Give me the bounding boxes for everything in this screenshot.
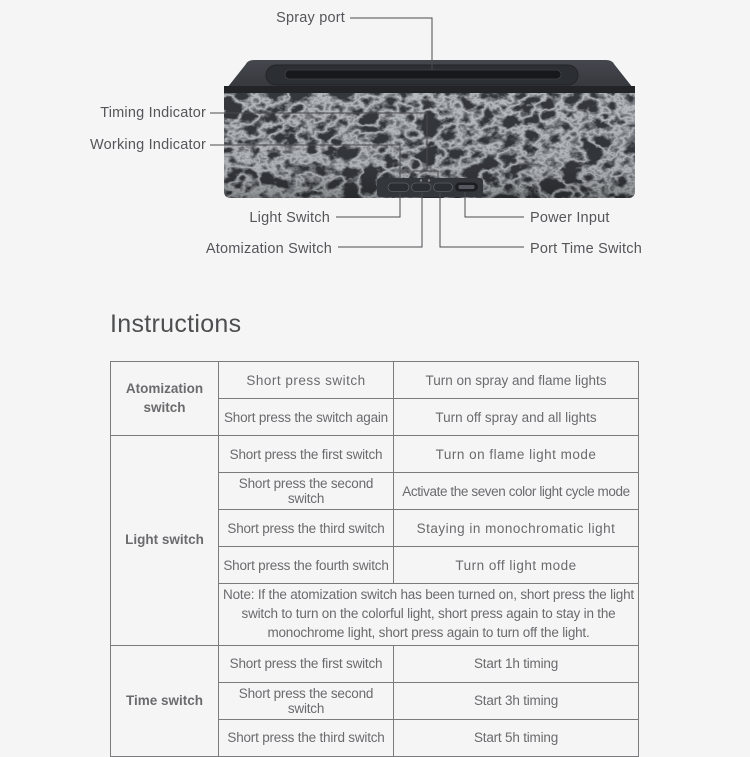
action-cell: Short press switch: [219, 362, 394, 399]
timing-indicator-label: Timing Indicator: [100, 105, 206, 121]
atomization-switch-label: Atomization Switch: [205, 241, 332, 257]
power-input-port-inner: [459, 185, 475, 189]
group-label-atomization-switch: Atomization switch: [111, 362, 219, 436]
action-cell: Short press the fourth switch: [219, 547, 394, 584]
port-time-switch-label: Port Time Switch: [530, 241, 642, 257]
action-cell: Short press the third switch: [219, 719, 394, 756]
result-cell: Staying in monochromatic light: [394, 510, 639, 547]
result-cell: Activate the seven color light cycle mode: [394, 473, 639, 510]
result-cell: Start 1h timing: [394, 645, 639, 682]
result-cell: Turn off spray and all lights: [394, 399, 639, 436]
action-cell: Short press the switch again: [219, 399, 394, 436]
table-row: [111, 645, 639, 682]
result-cell: Turn off light mode: [394, 547, 639, 584]
note-cell: Note: If the atomization switch has been turned on, short press the light switch to turn on the colorful light, short press again to stay in the monochrome light, short press again to turn off the light.: [219, 584, 639, 646]
table-row: [111, 362, 639, 399]
action-cell: Short press the second switch: [219, 682, 394, 719]
time-switch-button: [434, 183, 453, 192]
instructions-table: [110, 361, 639, 757]
timing-indicator-led: [420, 179, 422, 181]
action-cell: Short press the first switch: [219, 645, 394, 682]
spray-port-label: Spray port: [276, 10, 345, 26]
group-label-time-switch: Time switch: [111, 645, 219, 756]
working-indicator-led: [428, 179, 430, 181]
light-switch-button: [388, 183, 409, 192]
port-time-switch-line: [440, 193, 524, 247]
atomization-switch-line: [338, 193, 422, 247]
table-row: [111, 436, 639, 473]
working-indicator-label: Working Indicator: [90, 137, 206, 153]
instructions-heading: Instructions: [110, 310, 242, 338]
atomization-switch-button: [412, 183, 432, 192]
result-cell: Start 5h timing: [394, 719, 639, 756]
action-cell: Short press the first switch: [219, 436, 394, 473]
result-cell: Start 3h timing: [394, 682, 639, 719]
light-switch-label: Light Switch: [249, 210, 330, 226]
result-cell: Turn on flame light mode: [394, 436, 639, 473]
result-cell: Turn on spray and flame lights: [394, 362, 639, 399]
spray-port-slot: [285, 70, 561, 79]
action-cell: Short press the second switch: [219, 473, 394, 510]
power-input-label: Power Input: [530, 210, 610, 226]
device-edge-band: [224, 86, 635, 93]
action-cell: Short press the third switch: [219, 510, 394, 547]
group-label-light-switch: Light switch: [111, 436, 219, 646]
